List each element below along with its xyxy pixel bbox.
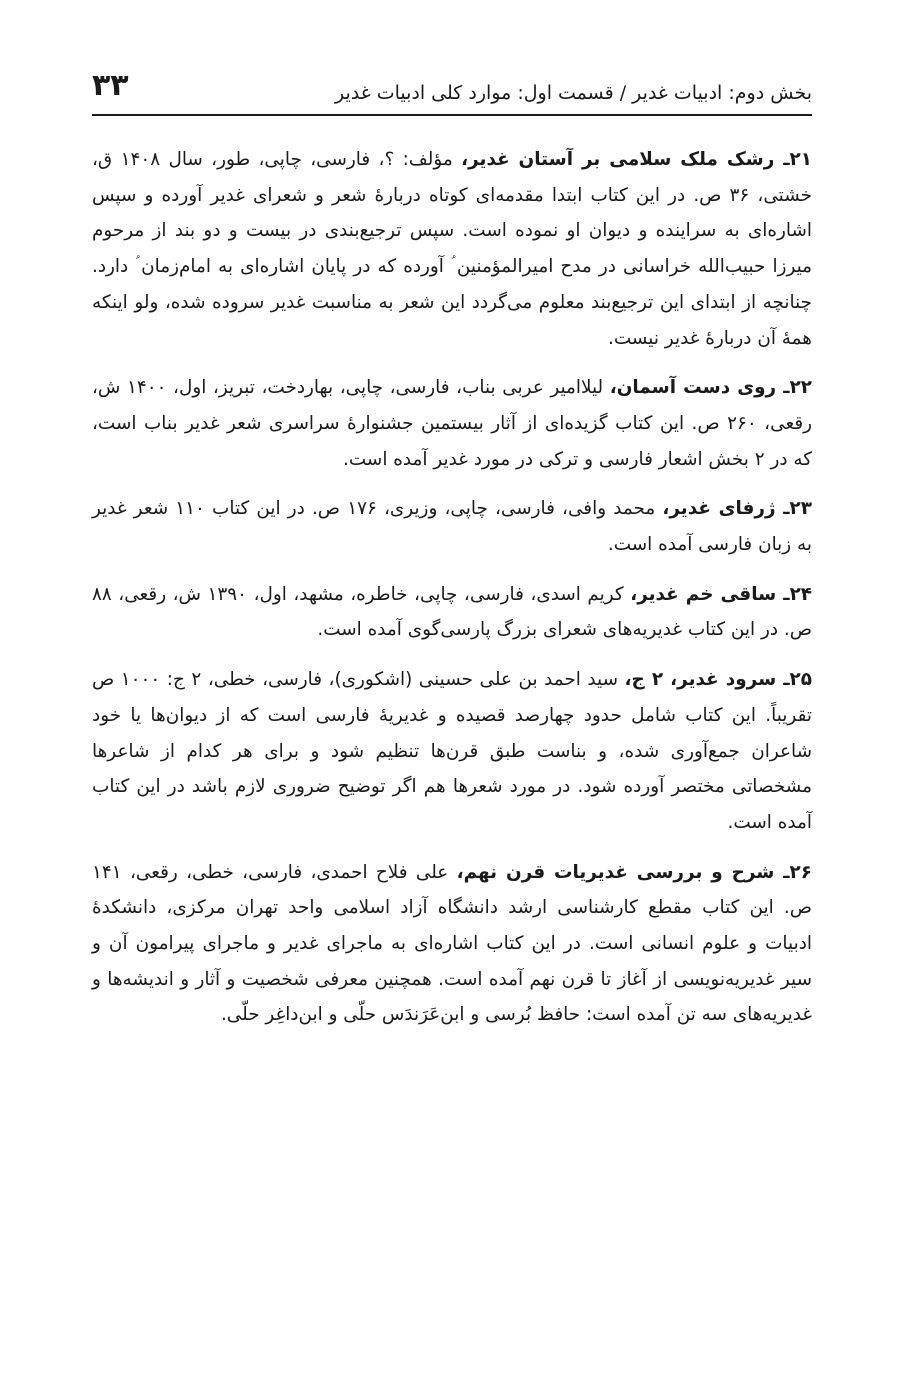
book-page — [92, 62, 812, 1047]
book-entry-21 — [92, 142, 812, 356]
book-entry-26 — [92, 855, 812, 1034]
entry-body: سید احمد بن علی حسینی (اشکوری)، فارسی، خطی، ۲ ج: ۱۰۰۰ ص تقریباً. این کتاب شامل حدود چهارصد قصیده و غدیریهٔ فارسی است که از دیوان‌ها یا خود شاعران جمع‌آوری شده، و بناست طبق قرن‌ها تنظیم شود و برای هر کدام از شاعرها مشخصاتی مختصر آورده شود. در مورد شعرها هم اگر توضیح ضروری لازم باشد در این کتاب آمده است. — [92, 669, 812, 833]
page-number: ۳۳ — [92, 68, 129, 103]
entry-list — [92, 142, 812, 1033]
entry-body: محمد وافی، فارسی، چاپی، وزیری، ۱۷۶ ص. در این کتاب ۱۱۰ شعر غدیر به زبان فارسی آمده است. — [92, 498, 812, 556]
entry-title: ۲۲ـ روی دست آسمان، — [609, 377, 813, 399]
entry-body: لیلاامیر عربی بناب، فارسی، چاپی، بهاردخت، تبریز، اول، ۱۴۰۰ ش، رقعی، ۲۶۰ ص. این کتاب گزیده‌ای از آثار بیستمین جشنوارهٔ سراسری شعر غدیر بناب است، که در ۲ بخش اشعار فارسی و ترکی در مورد غدیر آمده است. — [92, 377, 812, 470]
book-entry-24 — [92, 577, 812, 648]
running-title: بخش دوم: ادبیات غدیر / قسمت اول: موارد کلی ادبیات غدیر — [334, 82, 812, 104]
book-entry-22 — [92, 370, 812, 477]
book-entry-25 — [92, 662, 812, 841]
page-header — [92, 62, 812, 116]
entry-body: کریم اسدی، فارسی، چاپی، خاطره، مشهد، اول، ۱۳۹۰ ش، رقعی، ۸۸ ص. در این کتاب غدیریه‌های شعرای بزرگ پارسی‌گوی آمده است. — [92, 583, 812, 641]
book-entry-23 — [92, 491, 812, 562]
entry-title: ۲۶ـ شرح و بررسی غدیریات قرن نهم، — [456, 861, 812, 883]
entry-title: ۲۵ـ سرود غدیر، ۲ ج، — [624, 669, 812, 691]
entry-body: علی فلاح احمدی، فارسی، خطی، رقعی، ۱۴۱ ص. این کتاب مقطع کارشناسی ارشد دانشگاه آزاد اسلامی واحد تهران مرکزی، دانشکدهٔ ادبیات و علوم انسانی است. در این کتاب اشاره‌ای به ماجرای غدیر و ماجرای پیرامون آن و سیر غدیریه‌نویسی از آغاز تا قرن نهم آمده است. همچنین معرفی شخصیت و آثار و اندیشه‌ها و غدیریه‌های سه تن آمده است: حافظ بُرسی و ابن‌عَرَندَس حلّی و ابن‌داغِر حلّی. — [92, 861, 812, 1026]
entry-title: ۲۱ـ رشک ملک سلامی بر آستان غدیر، — [461, 149, 812, 170]
entry-body: مؤلف: ؟، فارسی، چاپی، طور، سال ۱۴۰۸ ق، خشتی، ۳۶ ص. در این کتاب ابتدا مقدمه‌ای کوتاه دربارهٔ شعر و شعرای غدیر آورده و سپس اشاره‌ای به سراینده و دیوان او نموده است. سپس ترجیع‌بندی در بیست و دو بند از مرحوم میرزا حبیب‌الله خراسانی در مدح امیرالمؤمنین ؑ آورده که در پایان اشاره‌ای به امام‌زمان ؑ دارد. چنانچه از ابتدای این ترجیع‌بند معلوم می‌گردد این شعر به مناسبت غدیر سروده شده، ولو اینکه همهٔ آن دربارهٔ غدیر نیست. — [92, 149, 812, 349]
entry-title: ۲۴ـ ساقی خم غدیر، — [630, 583, 813, 605]
entry-title: ۲۳ـ ژرفای غدیر، — [662, 498, 812, 520]
